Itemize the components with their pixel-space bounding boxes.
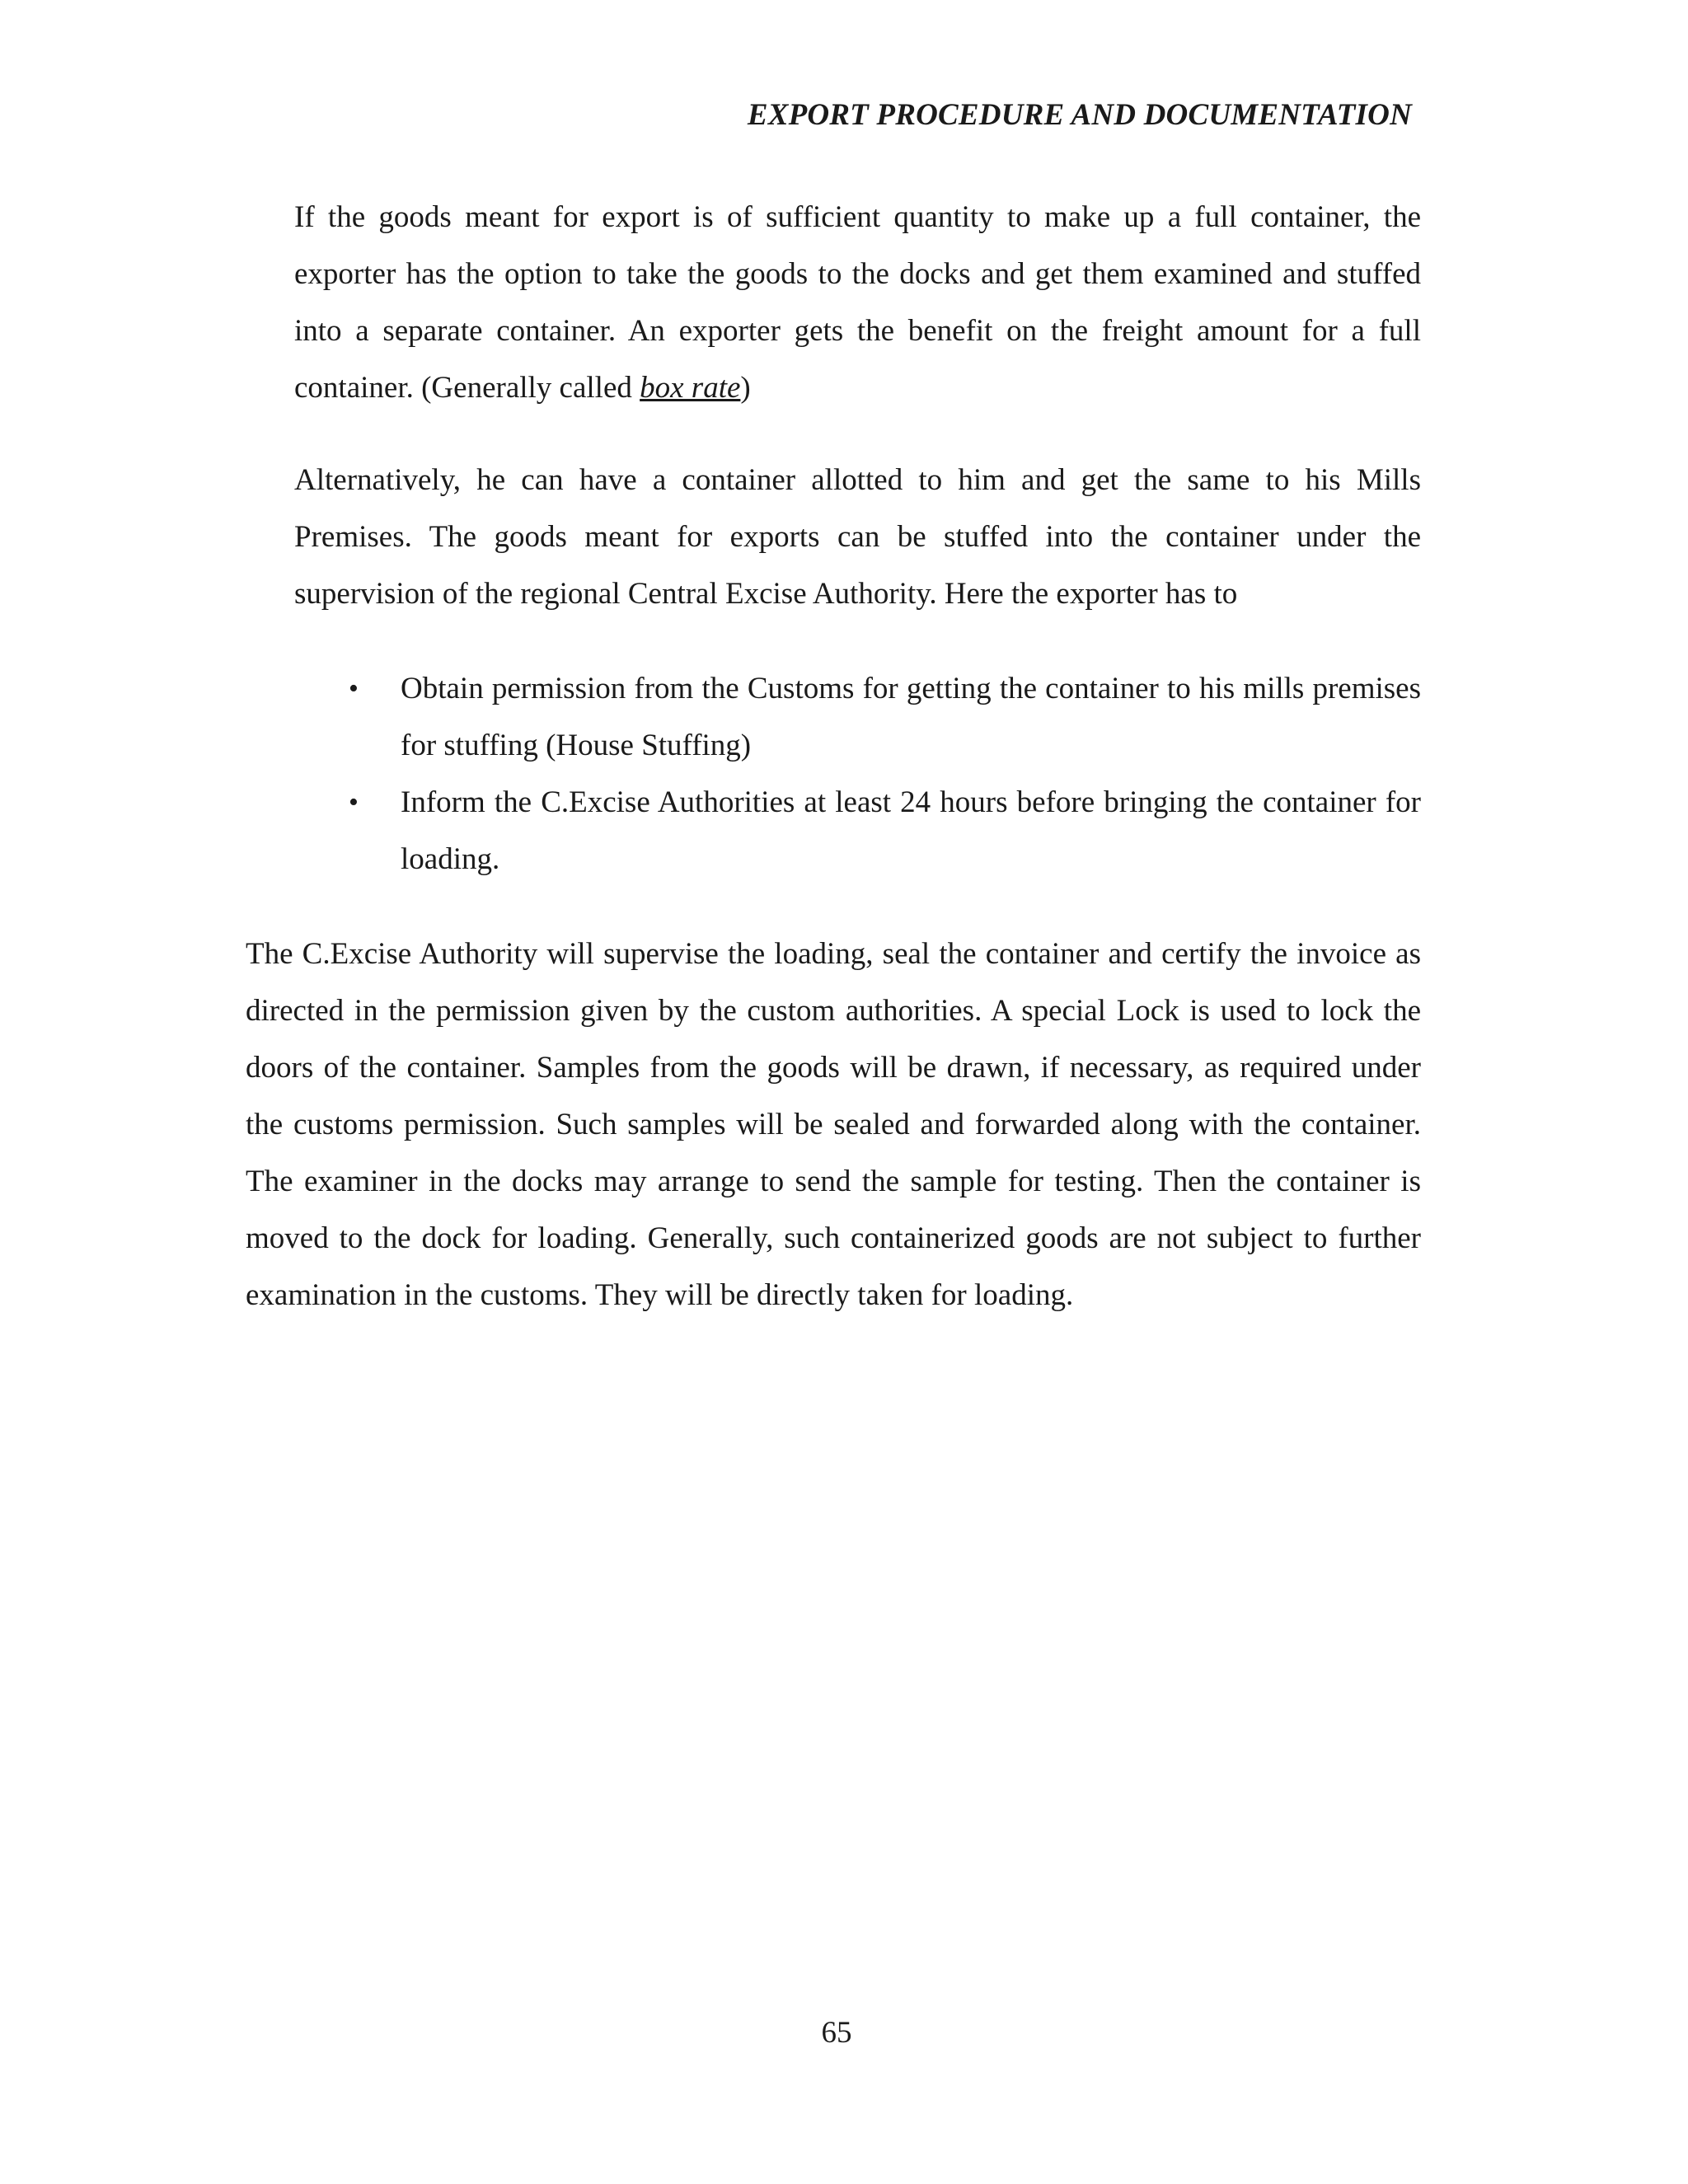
bullet-list [349,660,1421,888]
paragraph-text-end: ) [740,371,751,405]
page-number: 65 [821,2016,852,2050]
paragraph-full-container [294,189,1421,416]
paragraph-alternative: Alternatively, he can have a container allotted to him and get the same to his Mills Premises. The goods meant for exports can be stuffed into the container under the supervision of the regional Central Excise Authority. Here the exporter has to [294,463,1421,611]
list-item [349,774,1421,888]
bullet-icon: • [349,787,359,818]
running-header: EXPORT PROCEDURE AND DOCUMENTATION [747,98,1412,132]
list-item [349,660,1421,774]
list-item-text: Inform the C.Excise Authorities at least 24 hours before bringing the container for loading. [401,785,1421,876]
emphasized-term: box rate [640,371,741,405]
paragraph-excise-authority: The C.Excise Authority will supervise the loading, seal the container and certify the invoice as directed in the permission given by the custom authorities. A special Lock is used to lock the doors of the container. Samples from the goods will be drawn, if necessary, as required under the customs permission. Such samples will be sealed and forwarded along with the container. The examiner in the docks may arrange to send the sample for testing. Then the container is moved to the dock for loading. Generally, such containerized goods are not subject to further examination in the customs. They will be directly taken for loading. [246,937,1421,1312]
bullet-icon: • [349,673,359,704]
list-item-text: Obtain permission from the Customs for getting the container to his mills premises for stuffing (House Stuffing) [401,672,1421,762]
paragraph-text: If the goods meant for export is of sufficient quantity to make up a full container, the exporter has the option to take the goods to the docks and get them examined and stuffed into a separate container. An exporter gets the benefit on the freight amount for a full container. (Generally called [294,200,1421,405]
